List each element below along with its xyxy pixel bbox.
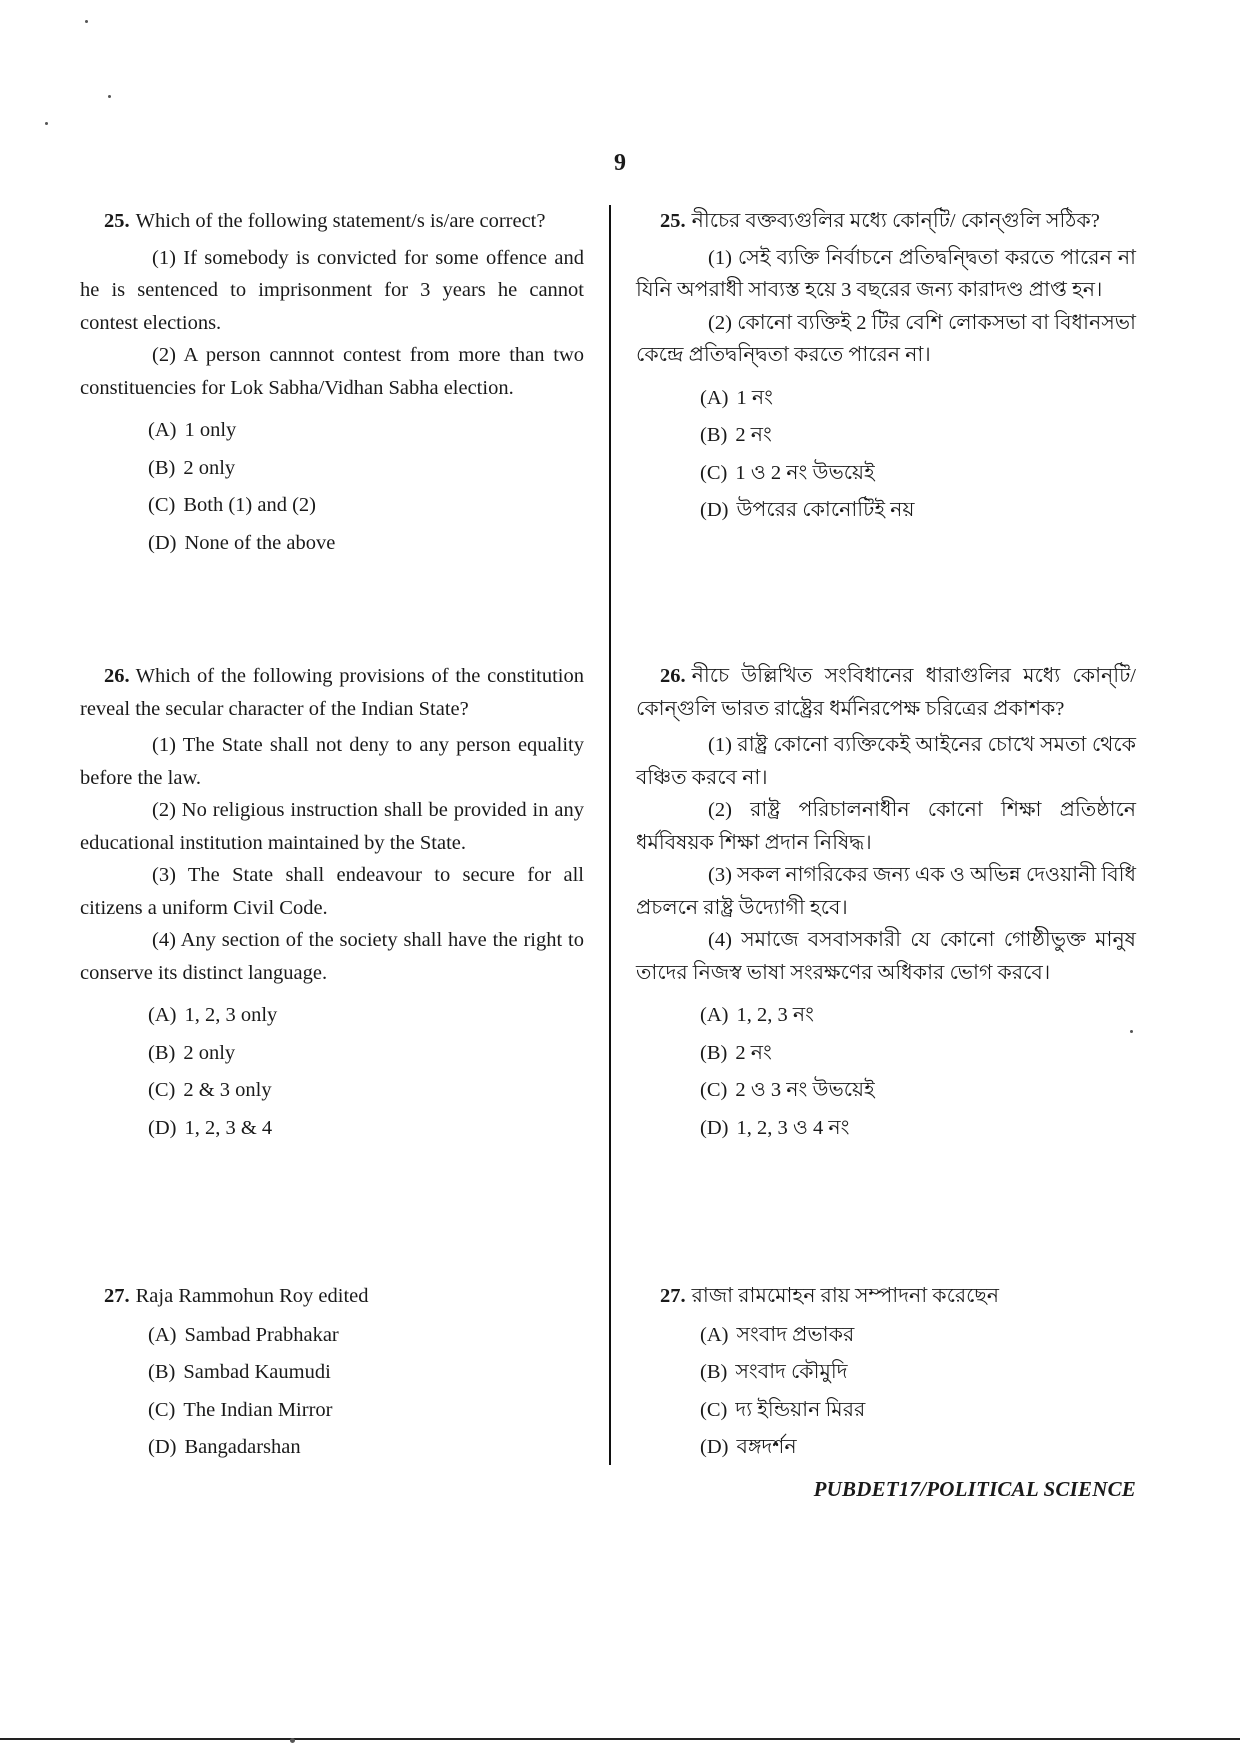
option-a: (A) 1 only <box>148 419 237 441</box>
option-b: (B) 2 নং <box>700 424 772 446</box>
statement: (4) সমাজে বসবাসকারী যে কোনো গোষ্ঠীভুক্ত মানুষ তাদের নিজস্ব ভাষা সংরক্ষণের অধিকার ভোগ করবে। <box>636 929 1136 984</box>
question-stem: Raja Rammohun Roy edited <box>135 1285 369 1307</box>
question-stem: নীচের বক্তব্যগুলির মধ্যে কোন্‌টি/ কোন্‌গুলি সঠিক? <box>691 210 1100 232</box>
statement: (4) Any section of the society shall have the right to conserve its distinct language. <box>80 929 584 984</box>
scan-speck <box>1130 1030 1133 1033</box>
option-b: (B) 2 নং <box>700 1041 772 1064</box>
scan-bottom-edge <box>0 1738 1240 1740</box>
statement: (1) রাষ্ট্র কোনো ব্যক্তিকেই আইনের চোখে সমতা থেকে বঞ্চিত করবে না। <box>636 734 1136 789</box>
option-a: (A) 1 নং <box>700 386 773 409</box>
option-c: (C) দ্য ইন্ডিয়ান মিরর <box>700 1398 866 1421</box>
options-list <box>148 412 584 562</box>
option-c: (C) 2 & 3 only <box>148 1079 272 1101</box>
question-number: 25. <box>660 210 686 232</box>
statement: (2) No religious instruction shall be provided in any educational institution maintained by the State. <box>80 799 584 854</box>
option-d: (D) 1, 2, 3 ও 4 নং <box>700 1116 850 1139</box>
option-c: (C) 2 ও 3 নং উভয়েই <box>700 1079 875 1101</box>
options-list <box>148 1317 584 1467</box>
statement: (3) The State shall endeavour to secure for all citizens a uniform Civil Code. <box>80 864 584 919</box>
option-d: (D) উপরের কোনোটিই নয় <box>700 499 915 521</box>
scan-speck <box>290 1738 295 1743</box>
option-d: (D) Bangadarshan <box>148 1436 301 1458</box>
option-a: (A) সংবাদ প্রভাকর <box>700 1323 855 1346</box>
options-list <box>148 997 584 1147</box>
question-number: 26. <box>104 665 130 687</box>
question-stem: Which of the following statement/s is/are correct? <box>135 210 546 232</box>
scan-speck <box>45 122 48 125</box>
statement: (1) The State shall not deny to any person equality before the law. <box>80 734 584 789</box>
question-26-bengali <box>636 660 1136 1147</box>
options-list <box>700 380 1136 530</box>
question-number: 25. <box>104 210 130 232</box>
option-d: (D) 1, 2, 3 & 4 <box>148 1116 273 1139</box>
statement: (1) If somebody is convicted for some offence and he is sentenced to imprisonment for 3 years he cannot contest elections. <box>80 246 584 334</box>
question-stem: রাজা রামমোহন রায় সম্পাদনা করেছেন <box>691 1285 1000 1307</box>
options-list <box>700 997 1136 1147</box>
option-d: (D) বঙ্গদর্শন <box>700 1436 797 1458</box>
footer-code: PUBDET17/POLITICAL SCIENCE <box>813 1477 1136 1501</box>
statement: (3) সকল নাগরিকের জন্য এক ও অভিন্ন দেওয়ানী বিধি প্রচলনে রাষ্ট্র উদ্যোগী হবে। <box>636 864 1136 919</box>
scan-speck <box>85 20 88 23</box>
option-d: (D) None of the above <box>148 531 336 554</box>
page-number: 9 <box>614 150 626 176</box>
option-a: (A) 1, 2, 3 নং <box>700 1004 814 1026</box>
statement: (2) A person cannnot contest from more than two constituencies for Lok Sabha/Vidhan Sabha election. <box>80 344 584 399</box>
question-25-bengali <box>636 205 1136 530</box>
question-25-english <box>80 205 584 562</box>
question-27-english <box>80 1280 584 1467</box>
option-b: (B) 2 only <box>148 456 236 479</box>
scan-speck <box>108 95 111 98</box>
question-number: 27. <box>104 1285 130 1307</box>
question-27-bengali <box>636 1280 1136 1467</box>
question-stem: নীচে উল্লিখিত সংবিধানের ধারাগুলির মধ্যে কোন্‌টি/ কোন্‌গুলি ভারত রাষ্ট্রের ধর্মনিরপেক্ষ চরিত্রের প্রকাশক? <box>636 665 1136 720</box>
question-stem: Which of the following provisions of the constitution reveal the secular character of the Indian State? <box>80 665 584 720</box>
statement: (1) সেই ব্যক্তি নির্বাচনে প্রতিদ্বন্দ্বিতা করতে পারেন না যিনি অপরাধী সাব্যস্ত হয়ে 3 বছরের জন্য কারাদণ্ড প্রাপ্ত হন। <box>636 246 1136 301</box>
option-a: (A) Sambad Prabhakar <box>148 1323 339 1346</box>
column-divider <box>609 205 611 1465</box>
option-b: (B) 2 only <box>148 1041 236 1064</box>
question-26-english <box>80 660 584 1147</box>
option-b: (B) সংবাদ কৌমুদি <box>700 1361 848 1383</box>
option-b: (B) Sambad Kaumudi <box>148 1361 331 1383</box>
options-list <box>700 1317 1136 1467</box>
statement: (2) রাষ্ট্র পরিচালনাধীন কোনো শিক্ষা প্রতিষ্ঠানে ধর্মবিষয়ক শিক্ষা প্রদান নিষিদ্ধ। <box>636 799 1136 854</box>
option-c: (C) The Indian Mirror <box>148 1398 333 1421</box>
question-number: 27. <box>660 1285 686 1307</box>
option-c: (C) 1 ও 2 নং উভয়েই <box>700 461 875 484</box>
option-a: (A) 1, 2, 3 only <box>148 1004 278 1026</box>
statement: (2) কোনো ব্যক্তিই 2 টির বেশি লোকসভা বা বিধানসভা কেন্দ্রে প্রতিদ্বন্দ্বিতা করতে পারেন না। <box>636 311 1136 366</box>
option-c: (C) Both (1) and (2) <box>148 494 316 516</box>
question-number: 26. <box>660 665 686 687</box>
